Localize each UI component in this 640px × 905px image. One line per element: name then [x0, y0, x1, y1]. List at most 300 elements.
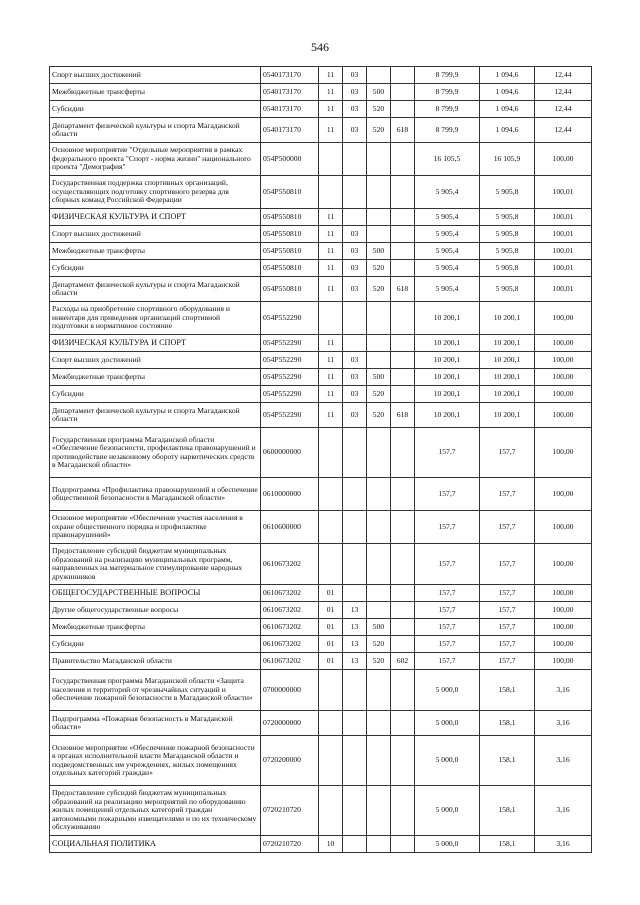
- target-code-cell: 054Р550810: [261, 260, 319, 277]
- actual-amount-cell: 157,7: [480, 619, 535, 636]
- section-code-cell: [319, 670, 343, 711]
- item-name-cell: Государственная поддержка спортивных организаций, осуществляющих подготовку спортивного резерва для сборных команд Российской Федерации: [50, 176, 261, 209]
- administrator-code-cell: [391, 836, 415, 853]
- target-code-cell: 054Р552290: [261, 403, 319, 428]
- expense-type-cell: 520: [367, 403, 391, 428]
- target-code-cell: 0610673202: [261, 636, 319, 653]
- target-code-cell: 0540173170: [261, 67, 319, 84]
- subsection-code-cell: 13: [343, 636, 367, 653]
- table-row: [50, 602, 592, 619]
- expense-type-cell: [367, 67, 391, 84]
- table-row: [50, 101, 592, 118]
- item-name-cell: Субсидии: [50, 260, 261, 277]
- target-code-cell: 0720200000: [261, 736, 319, 786]
- item-name-cell: Основное мероприятие "Отдельные мероприятия в рамках федерального проекта "Спорт - норма жизни" национального проекта "Демография": [50, 143, 261, 176]
- actual-amount-cell: 10 200,1: [480, 352, 535, 369]
- expense-type-cell: [367, 428, 391, 478]
- actual-amount-cell: 1 094,6: [480, 118, 535, 143]
- actual-amount-cell: 157,7: [480, 653, 535, 670]
- expense-type-cell: 520: [367, 260, 391, 277]
- administrator-code-cell: [391, 786, 415, 836]
- subsection-code-cell: 03: [343, 369, 367, 386]
- table-row: [50, 260, 592, 277]
- expense-type-cell: 520: [367, 386, 391, 403]
- subsection-code-cell: 03: [343, 403, 367, 428]
- table-row: [50, 84, 592, 101]
- section-code-cell: 11: [319, 277, 343, 302]
- target-code-cell: 054Р500000: [261, 143, 319, 176]
- target-code-cell: 0610600000: [261, 511, 319, 544]
- table-row: [50, 636, 592, 653]
- section-code-cell: 01: [319, 585, 343, 602]
- planned-amount-cell: 5 905,4: [415, 209, 480, 226]
- actual-amount-cell: 157,7: [480, 478, 535, 511]
- execution-percent-cell: 100,01: [535, 209, 592, 226]
- execution-percent-cell: 100,00: [535, 585, 592, 602]
- target-code-cell: 0720210720: [261, 836, 319, 853]
- execution-percent-cell: 100,00: [535, 636, 592, 653]
- target-code-cell: 054Р550810: [261, 226, 319, 243]
- administrator-code-cell: [391, 602, 415, 619]
- item-name-cell: Межбюджетные трансферты: [50, 243, 261, 260]
- budget-table-body: [50, 67, 592, 853]
- actual-amount-cell: 157,7: [480, 428, 535, 478]
- planned-amount-cell: 10 200,1: [415, 352, 480, 369]
- target-code-cell: 0610673202: [261, 619, 319, 636]
- section-code-cell: [319, 428, 343, 478]
- table-row: [50, 302, 592, 335]
- table-row: [50, 67, 592, 84]
- target-code-cell: 054Р550810: [261, 209, 319, 226]
- item-name-cell: Подпрограмма «Пожарная безопасность в Магаданской области»: [50, 711, 261, 736]
- item-name-cell: Департамент физической культуры и спорта Магаданской области: [50, 118, 261, 143]
- item-name-cell: Субсидии: [50, 636, 261, 653]
- target-code-cell: 0600000000: [261, 428, 319, 478]
- actual-amount-cell: 157,7: [480, 585, 535, 602]
- target-code-cell: 054Р552290: [261, 335, 319, 352]
- section-code-cell: 01: [319, 636, 343, 653]
- section-code-cell: 11: [319, 386, 343, 403]
- administrator-code-cell: [391, 636, 415, 653]
- execution-percent-cell: 100,01: [535, 176, 592, 209]
- table-row: [50, 209, 592, 226]
- item-name-cell: ОБЩЕГОСУДАРСТВЕННЫЕ ВОПРОСЫ: [50, 585, 261, 602]
- execution-percent-cell: 100,00: [535, 653, 592, 670]
- execution-percent-cell: 100,00: [535, 602, 592, 619]
- administrator-code-cell: 618: [391, 403, 415, 428]
- item-name-cell: Межбюджетные трансферты: [50, 369, 261, 386]
- planned-amount-cell: 10 200,1: [415, 386, 480, 403]
- execution-percent-cell: 100,00: [535, 428, 592, 478]
- actual-amount-cell: 10 200,1: [480, 386, 535, 403]
- actual-amount-cell: 1 094,6: [480, 67, 535, 84]
- planned-amount-cell: 157,7: [415, 619, 480, 636]
- administrator-code-cell: [391, 369, 415, 386]
- subsection-code-cell: [343, 143, 367, 176]
- planned-amount-cell: 157,7: [415, 544, 480, 585]
- expense-type-cell: 500: [367, 243, 391, 260]
- execution-percent-cell: 100,01: [535, 277, 592, 302]
- subsection-code-cell: 03: [343, 277, 367, 302]
- expense-type-cell: 520: [367, 101, 391, 118]
- section-code-cell: 11: [319, 226, 343, 243]
- section-code-cell: 01: [319, 602, 343, 619]
- section-code-cell: 11: [319, 84, 343, 101]
- item-name-cell: Межбюджетные трансферты: [50, 84, 261, 101]
- subsection-code-cell: [343, 478, 367, 511]
- subsection-code-cell: 03: [343, 352, 367, 369]
- page-number: 546: [311, 40, 329, 54]
- expense-type-cell: [367, 786, 391, 836]
- execution-percent-cell: 3,16: [535, 786, 592, 836]
- administrator-code-cell: [391, 670, 415, 711]
- actual-amount-cell: 5 905,8: [480, 226, 535, 243]
- subsection-code-cell: 03: [343, 101, 367, 118]
- section-code-cell: [319, 786, 343, 836]
- section-code-cell: 11: [319, 260, 343, 277]
- table-row: [50, 118, 592, 143]
- expense-type-cell: 520: [367, 653, 391, 670]
- section-code-cell: 01: [319, 653, 343, 670]
- subsection-code-cell: [343, 428, 367, 478]
- administrator-code-cell: [391, 84, 415, 101]
- target-code-cell: 0610673202: [261, 544, 319, 585]
- expense-type-cell: 520: [367, 118, 391, 143]
- execution-percent-cell: 100,01: [535, 226, 592, 243]
- planned-amount-cell: 10 200,1: [415, 302, 480, 335]
- actual-amount-cell: 157,7: [480, 636, 535, 653]
- section-code-cell: 01: [319, 619, 343, 636]
- execution-percent-cell: 100,00: [535, 143, 592, 176]
- item-name-cell: Департамент физической культуры и спорта Магаданской области: [50, 277, 261, 302]
- planned-amount-cell: 157,7: [415, 478, 480, 511]
- item-name-cell: Основное мероприятие «Обеспечение пожарной безопасности в органах исполнительной власти Магаданской области и подведомственных им учреждениях, жилых помещениях отдельных категорий граждан»: [50, 736, 261, 786]
- planned-amount-cell: 157,7: [415, 636, 480, 653]
- target-code-cell: 0540173170: [261, 101, 319, 118]
- budget-table: [49, 66, 592, 853]
- table-row: [50, 243, 592, 260]
- administrator-code-cell: [391, 209, 415, 226]
- execution-percent-cell: 100,01: [535, 260, 592, 277]
- administrator-code-cell: [391, 736, 415, 786]
- planned-amount-cell: 8 799,9: [415, 101, 480, 118]
- section-code-cell: [319, 176, 343, 209]
- actual-amount-cell: 1 094,6: [480, 101, 535, 118]
- planned-amount-cell: 8 799,9: [415, 84, 480, 101]
- section-code-cell: 11: [319, 209, 343, 226]
- subsection-code-cell: [343, 302, 367, 335]
- expense-type-cell: [367, 226, 391, 243]
- administrator-code-cell: [391, 243, 415, 260]
- planned-amount-cell: 157,7: [415, 428, 480, 478]
- administrator-code-cell: [391, 226, 415, 243]
- item-name-cell: Предоставление субсидий бюджетам муниципальных образований на реализацию мероприятий по оборудованию жилых помещений отдельных категорий граждан автономными пожарными извещателями и по их техническому обслуживанию: [50, 786, 261, 836]
- actual-amount-cell: 158,1: [480, 786, 535, 836]
- table-row: [50, 176, 592, 209]
- item-name-cell: Спорт высших достижений: [50, 226, 261, 243]
- target-code-cell: 054Р552290: [261, 352, 319, 369]
- target-code-cell: 0540173170: [261, 118, 319, 143]
- section-code-cell: 11: [319, 101, 343, 118]
- subsection-code-cell: [343, 511, 367, 544]
- table-row: [50, 736, 592, 786]
- actual-amount-cell: 157,7: [480, 511, 535, 544]
- item-name-cell: ФИЗИЧЕСКАЯ КУЛЬТУРА И СПОРТ: [50, 209, 261, 226]
- subsection-code-cell: 13: [343, 602, 367, 619]
- actual-amount-cell: 5 905,8: [480, 209, 535, 226]
- subsection-code-cell: [343, 670, 367, 711]
- section-code-cell: 10: [319, 836, 343, 853]
- item-name-cell: Субсидии: [50, 101, 261, 118]
- execution-percent-cell: 3,16: [535, 736, 592, 786]
- administrator-code-cell: [391, 544, 415, 585]
- target-code-cell: 054Р550810: [261, 176, 319, 209]
- administrator-code-cell: [391, 619, 415, 636]
- section-code-cell: [319, 511, 343, 544]
- subsection-code-cell: [343, 176, 367, 209]
- section-code-cell: 11: [319, 352, 343, 369]
- item-name-cell: Государственная программа Магаданской области «Обеспечение безопасности, профилактика правонарушений и противодействие незаконному обороту наркотических средств в Магаданской области»: [50, 428, 261, 478]
- planned-amount-cell: 157,7: [415, 585, 480, 602]
- item-name-cell: Основное мероприятие «Обеспечение участия населения в охране общественного порядка и профилактике правонарушений»: [50, 511, 261, 544]
- expense-type-cell: [367, 544, 391, 585]
- target-code-cell: 054Р552290: [261, 369, 319, 386]
- item-name-cell: Предоставление субсидий бюджетам муниципальных образований на реализацию муниципальных программ, направленных на материальное стимулирование народных дружинников: [50, 544, 261, 585]
- table-row: [50, 836, 592, 853]
- planned-amount-cell: 5 905,4: [415, 176, 480, 209]
- expense-type-cell: [367, 478, 391, 511]
- administrator-code-cell: [391, 302, 415, 335]
- administrator-code-cell: 618: [391, 277, 415, 302]
- item-name-cell: Межбюджетные трансферты: [50, 619, 261, 636]
- subsection-code-cell: [343, 736, 367, 786]
- item-name-cell: Спорт высших достижений: [50, 67, 261, 84]
- table-row: [50, 619, 592, 636]
- actual-amount-cell: 5 905,8: [480, 243, 535, 260]
- target-code-cell: 0720210720: [261, 786, 319, 836]
- table-row: [50, 277, 592, 302]
- actual-amount-cell: 158,1: [480, 711, 535, 736]
- planned-amount-cell: 5 000,0: [415, 836, 480, 853]
- execution-percent-cell: 100,00: [535, 403, 592, 428]
- actual-amount-cell: 1 094,6: [480, 84, 535, 101]
- administrator-code-cell: [391, 260, 415, 277]
- section-code-cell: [319, 711, 343, 736]
- execution-percent-cell: 100,00: [535, 511, 592, 544]
- target-code-cell: 054Р552290: [261, 386, 319, 403]
- table-row: [50, 544, 592, 585]
- execution-percent-cell: 100,01: [535, 243, 592, 260]
- execution-percent-cell: 100,00: [535, 478, 592, 511]
- expense-type-cell: 500: [367, 619, 391, 636]
- expense-type-cell: [367, 711, 391, 736]
- expense-type-cell: 520: [367, 636, 391, 653]
- administrator-code-cell: [391, 511, 415, 544]
- expense-type-cell: [367, 176, 391, 209]
- target-code-cell: 0720000000: [261, 711, 319, 736]
- expense-type-cell: 500: [367, 84, 391, 101]
- expense-type-cell: [367, 602, 391, 619]
- expense-type-cell: 520: [367, 277, 391, 302]
- section-code-cell: [319, 302, 343, 335]
- administrator-code-cell: [391, 711, 415, 736]
- table-row: [50, 670, 592, 711]
- table-row: [50, 511, 592, 544]
- item-name-cell: Другие общегосударственные вопросы: [50, 602, 261, 619]
- administrator-code-cell: [391, 176, 415, 209]
- item-name-cell: СОЦИАЛЬНАЯ ПОЛИТИКА: [50, 836, 261, 853]
- planned-amount-cell: 5 905,4: [415, 277, 480, 302]
- planned-amount-cell: 5 000,0: [415, 670, 480, 711]
- section-code-cell: [319, 478, 343, 511]
- subsection-code-cell: [343, 209, 367, 226]
- subsection-code-cell: [343, 836, 367, 853]
- administrator-code-cell: [391, 67, 415, 84]
- subsection-code-cell: 03: [343, 84, 367, 101]
- section-code-cell: 11: [319, 403, 343, 428]
- planned-amount-cell: 5 905,4: [415, 226, 480, 243]
- planned-amount-cell: 10 200,1: [415, 335, 480, 352]
- execution-percent-cell: 3,16: [535, 711, 592, 736]
- table-row: [50, 386, 592, 403]
- execution-percent-cell: 100,00: [535, 386, 592, 403]
- actual-amount-cell: 5 905,8: [480, 260, 535, 277]
- subsection-code-cell: 03: [343, 260, 367, 277]
- execution-percent-cell: 3,16: [535, 670, 592, 711]
- item-name-cell: Субсидии: [50, 386, 261, 403]
- actual-amount-cell: 158,1: [480, 836, 535, 853]
- planned-amount-cell: 10 200,1: [415, 369, 480, 386]
- table-row: [50, 711, 592, 736]
- subsection-code-cell: [343, 335, 367, 352]
- expense-type-cell: [367, 352, 391, 369]
- administrator-code-cell: 602: [391, 653, 415, 670]
- actual-amount-cell: 10 200,1: [480, 369, 535, 386]
- execution-percent-cell: 100,00: [535, 544, 592, 585]
- table-row: [50, 352, 592, 369]
- item-name-cell: Государственная программа Магаданской области «Защита населения и территорий от чрезвычайных ситуаций и обеспечение пожарной безопасности в Магаданской области»: [50, 670, 261, 711]
- section-code-cell: [319, 143, 343, 176]
- planned-amount-cell: 157,7: [415, 602, 480, 619]
- target-code-cell: 0610000000: [261, 478, 319, 511]
- table-row: [50, 786, 592, 836]
- subsection-code-cell: [343, 544, 367, 585]
- target-code-cell: 0610673202: [261, 585, 319, 602]
- target-code-cell: 054Р550810: [261, 243, 319, 260]
- subsection-code-cell: [343, 786, 367, 836]
- administrator-code-cell: [391, 428, 415, 478]
- section-code-cell: 11: [319, 67, 343, 84]
- target-code-cell: 0610673202: [261, 602, 319, 619]
- expense-type-cell: [367, 736, 391, 786]
- section-code-cell: 11: [319, 118, 343, 143]
- actual-amount-cell: 10 200,1: [480, 302, 535, 335]
- expense-type-cell: [367, 209, 391, 226]
- subsection-code-cell: 03: [343, 118, 367, 143]
- administrator-code-cell: [391, 101, 415, 118]
- table-row: [50, 335, 592, 352]
- planned-amount-cell: 5 905,4: [415, 260, 480, 277]
- execution-percent-cell: 12,44: [535, 67, 592, 84]
- subsection-code-cell: [343, 585, 367, 602]
- subsection-code-cell: 03: [343, 243, 367, 260]
- actual-amount-cell: 158,1: [480, 736, 535, 786]
- table-row: [50, 478, 592, 511]
- expense-type-cell: [367, 585, 391, 602]
- item-name-cell: Спорт высших достижений: [50, 352, 261, 369]
- administrator-code-cell: [391, 352, 415, 369]
- execution-percent-cell: 12,44: [535, 118, 592, 143]
- actual-amount-cell: 157,7: [480, 544, 535, 585]
- subsection-code-cell: 03: [343, 226, 367, 243]
- table-row: [50, 143, 592, 176]
- subsection-code-cell: 13: [343, 653, 367, 670]
- actual-amount-cell: 157,7: [480, 602, 535, 619]
- planned-amount-cell: 8 799,9: [415, 118, 480, 143]
- item-name-cell: Правительство Магаданской области: [50, 653, 261, 670]
- expense-type-cell: [367, 335, 391, 352]
- actual-amount-cell: 5 905,8: [480, 277, 535, 302]
- subsection-code-cell: 03: [343, 386, 367, 403]
- administrator-code-cell: [391, 335, 415, 352]
- table-row: [50, 403, 592, 428]
- item-name-cell: Департамент физической культуры и спорта Магаданской области: [50, 403, 261, 428]
- table-row: [50, 226, 592, 243]
- planned-amount-cell: 157,7: [415, 653, 480, 670]
- expense-type-cell: [367, 143, 391, 176]
- expense-type-cell: [367, 670, 391, 711]
- expense-type-cell: [367, 836, 391, 853]
- planned-amount-cell: 5 905,4: [415, 243, 480, 260]
- execution-percent-cell: 100,00: [535, 302, 592, 335]
- section-code-cell: 11: [319, 335, 343, 352]
- subsection-code-cell: 13: [343, 619, 367, 636]
- actual-amount-cell: 10 200,1: [480, 403, 535, 428]
- administrator-code-cell: [391, 143, 415, 176]
- planned-amount-cell: 8 799,9: [415, 67, 480, 84]
- table-row: [50, 585, 592, 602]
- execution-percent-cell: 100,00: [535, 369, 592, 386]
- administrator-code-cell: [391, 386, 415, 403]
- planned-amount-cell: 5 000,0: [415, 736, 480, 786]
- subsection-code-cell: [343, 711, 367, 736]
- planned-amount-cell: 5 000,0: [415, 711, 480, 736]
- actual-amount-cell: 158,1: [480, 670, 535, 711]
- target-code-cell: 054Р552290: [261, 302, 319, 335]
- planned-amount-cell: 157,7: [415, 511, 480, 544]
- execution-percent-cell: 3,16: [535, 836, 592, 853]
- execution-percent-cell: 12,44: [535, 101, 592, 118]
- planned-amount-cell: 16 105,5: [415, 143, 480, 176]
- table-row: [50, 369, 592, 386]
- actual-amount-cell: 16 105,9: [480, 143, 535, 176]
- table-row: [50, 428, 592, 478]
- table-row: [50, 653, 592, 670]
- execution-percent-cell: 100,00: [535, 352, 592, 369]
- section-code-cell: [319, 544, 343, 585]
- target-code-cell: 0700000000: [261, 670, 319, 711]
- subsection-code-cell: 03: [343, 67, 367, 84]
- execution-percent-cell: 100,00: [535, 335, 592, 352]
- actual-amount-cell: 10 200,1: [480, 335, 535, 352]
- administrator-code-cell: 618: [391, 118, 415, 143]
- administrator-code-cell: [391, 585, 415, 602]
- planned-amount-cell: 10 200,1: [415, 403, 480, 428]
- target-code-cell: 0540173170: [261, 84, 319, 101]
- planned-amount-cell: 5 000,0: [415, 786, 480, 836]
- expense-type-cell: [367, 511, 391, 544]
- expense-type-cell: [367, 302, 391, 335]
